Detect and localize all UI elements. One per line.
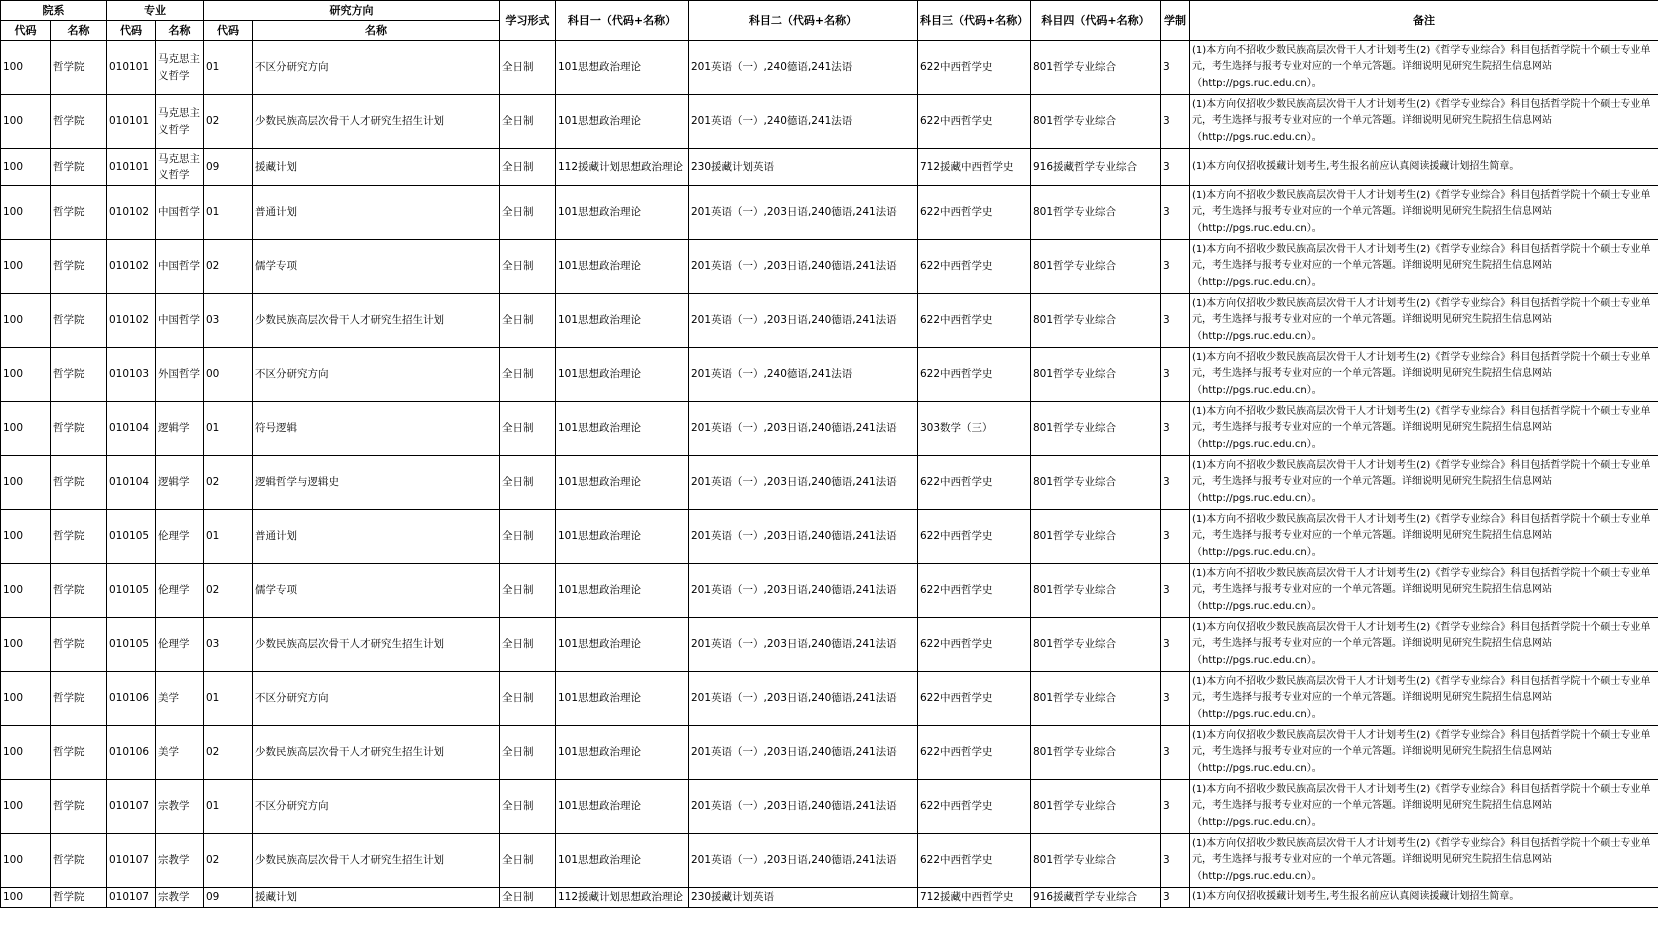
dept-code-cell: 100 <box>1 834 51 888</box>
study-form-cell: 全日制 <box>500 294 556 348</box>
major-name-cell: 马克思主义哲学 <box>156 149 204 186</box>
direction-name-cell: 符号逻辑 <box>253 402 500 456</box>
subject2-cell: 201英语（一）,203日语,240德语,241法语 <box>689 294 918 348</box>
subject4-cell: 801哲学专业综合 <box>1031 618 1161 672</box>
subject2-cell: 201英语（一）,203日语,240德语,241法语 <box>689 186 918 240</box>
subject3-cell: 622中西哲学史 <box>918 348 1031 402</box>
dept-name-cell: 哲学院 <box>51 348 107 402</box>
major-code-cell: 010106 <box>107 672 156 726</box>
subject3-cell: 622中西哲学史 <box>918 618 1031 672</box>
major-name-cell: 马克思主义哲学 <box>156 95 204 149</box>
dept-name-cell: 哲学院 <box>51 402 107 456</box>
subject4-cell: 801哲学专业综合 <box>1031 456 1161 510</box>
dept-code-cell: 100 <box>1 780 51 834</box>
direction-code-cell: 01 <box>204 41 253 95</box>
major-code-cell: 010102 <box>107 294 156 348</box>
major-code-cell: 010107 <box>107 780 156 834</box>
remarks-cell: (1)本方向仅招收援藏计划考生,考生报名前应认真阅读援藏计划招生简章。 <box>1190 149 1658 186</box>
table-row <box>1 888 1658 908</box>
direction-name-cell: 不区分研究方向 <box>253 780 500 834</box>
remarks-cell: (1)本方向仅招收少数民族高层次骨干人才计划考生(2)《哲学专业综合》科目包括哲学院十个硕士专业单元，考生选择与报考专业对应的一个单元答题。详细说明见研究生院招生信息网站（http://pgs.ruc.edu.cn）。 <box>1190 95 1658 149</box>
direction-code-cell: 03 <box>204 294 253 348</box>
table-row <box>1 618 1658 672</box>
study-form-cell: 全日制 <box>500 95 556 149</box>
subject2-cell: 201英语（一）,203日语,240德语,241法语 <box>689 726 918 780</box>
remarks-cell: (1)本方向仅招收少数民族高层次骨干人才计划考生(2)《哲学专业综合》科目包括哲学院十个硕士专业单元，考生选择与报考专业对应的一个单元答题。详细说明见研究生院招生信息网站（http://pgs.ruc.edu.cn）。 <box>1190 618 1658 672</box>
direction-name-cell: 不区分研究方向 <box>253 348 500 402</box>
dept-code-cell: 100 <box>1 294 51 348</box>
direction-name-cell: 少数民族高层次骨干人才研究生招生计划 <box>253 294 500 348</box>
subject3-cell: 303数学（三） <box>918 402 1031 456</box>
direction-name-cell: 少数民族高层次骨干人才研究生招生计划 <box>253 618 500 672</box>
major-name-cell: 宗教学 <box>156 780 204 834</box>
dept-name-cell: 哲学院 <box>51 618 107 672</box>
direction-code-cell: 02 <box>204 564 253 618</box>
study-form-cell: 全日制 <box>500 564 556 618</box>
dept-name-cell: 哲学院 <box>51 726 107 780</box>
years-cell: 3 <box>1161 149 1190 186</box>
remarks-cell: (1)本方向不招收少数民族高层次骨干人才计划考生(2)《哲学专业综合》科目包括哲学院十个硕士专业单元，考生选择与报考专业对应的一个单元答题。详细说明见研究生院招生信息网站（http://pgs.ruc.edu.cn）。 <box>1190 240 1658 294</box>
table-row <box>1 95 1658 149</box>
table-row <box>1 149 1658 186</box>
years-cell: 3 <box>1161 41 1190 95</box>
remarks-cell: (1)本方向仅招收少数民族高层次骨干人才计划考生(2)《哲学专业综合》科目包括哲学院十个硕士专业单元，考生选择与报考专业对应的一个单元答题。详细说明见研究生院招生信息网站（http://pgs.ruc.edu.cn）。 <box>1190 834 1658 888</box>
remarks-cell: (1)本方向不招收少数民族高层次骨干人才计划考生(2)《哲学专业综合》科目包括哲学院十个硕士专业单元，考生选择与报考专业对应的一个单元答题。详细说明见研究生院招生信息网站（http://pgs.ruc.edu.cn）。 <box>1190 564 1658 618</box>
major-name-cell: 马克思主义哲学 <box>156 41 204 95</box>
subject1-cell: 101思想政治理论 <box>556 618 689 672</box>
subject1-cell: 101思想政治理论 <box>556 780 689 834</box>
direction-code-cell: 03 <box>204 618 253 672</box>
subject4-cell: 801哲学专业综合 <box>1031 186 1161 240</box>
years-cell: 3 <box>1161 780 1190 834</box>
dept-name-cell: 哲学院 <box>51 564 107 618</box>
dept-name-cell: 哲学院 <box>51 95 107 149</box>
dept-code-cell: 100 <box>1 456 51 510</box>
dept-name-cell: 哲学院 <box>51 672 107 726</box>
direction-code-cell: 09 <box>204 149 253 186</box>
direction-name-cell: 少数民族高层次骨干人才研究生招生计划 <box>253 95 500 149</box>
study-form-cell: 全日制 <box>500 186 556 240</box>
header-subject3: 科目三（代码+名称） <box>918 1 1031 41</box>
subject3-cell: 622中西哲学史 <box>918 780 1031 834</box>
study-form-cell: 全日制 <box>500 402 556 456</box>
major-code-cell: 010102 <box>107 240 156 294</box>
subject3-cell: 712援藏中西哲学史 <box>918 888 1031 908</box>
direction-code-cell: 02 <box>204 726 253 780</box>
subject1-cell: 101思想政治理论 <box>556 348 689 402</box>
subject3-cell: 622中西哲学史 <box>918 510 1031 564</box>
years-cell: 3 <box>1161 240 1190 294</box>
major-code-cell: 010103 <box>107 348 156 402</box>
table-row <box>1 402 1658 456</box>
subject2-cell: 201英语（一）,203日语,240德语,241法语 <box>689 834 918 888</box>
table-row <box>1 672 1658 726</box>
subject4-cell: 801哲学专业综合 <box>1031 402 1161 456</box>
subject3-cell: 622中西哲学史 <box>918 672 1031 726</box>
subject1-cell: 101思想政治理论 <box>556 95 689 149</box>
direction-code-cell: 00 <box>204 348 253 402</box>
subject3-cell: 622中西哲学史 <box>918 186 1031 240</box>
dept-code-cell: 100 <box>1 402 51 456</box>
table-row <box>1 726 1658 780</box>
remarks-cell: (1)本方向不招收少数民族高层次骨干人才计划考生(2)《哲学专业综合》科目包括哲学院十个硕士专业单元，考生选择与报考专业对应的一个单元答题。详细说明见研究生院招生信息网站（http://pgs.ruc.edu.cn）。 <box>1190 456 1658 510</box>
dept-code-cell: 100 <box>1 95 51 149</box>
major-name-cell: 宗教学 <box>156 834 204 888</box>
subject2-cell: 201英语（一）,203日语,240德语,241法语 <box>689 618 918 672</box>
table-row <box>1 510 1658 564</box>
header-subject2: 科目二（代码+名称） <box>689 1 918 41</box>
major-code-cell: 010107 <box>107 888 156 908</box>
subject4-cell: 801哲学专业综合 <box>1031 348 1161 402</box>
dept-name-cell: 哲学院 <box>51 456 107 510</box>
header-subject1: 科目一（代码+名称） <box>556 1 689 41</box>
years-cell: 3 <box>1161 402 1190 456</box>
table-row <box>1 564 1658 618</box>
subject2-cell: 201英语（一）,203日语,240德语,241法语 <box>689 672 918 726</box>
subject1-cell: 101思想政治理论 <box>556 726 689 780</box>
years-cell: 3 <box>1161 294 1190 348</box>
major-code-cell: 010104 <box>107 456 156 510</box>
study-form-cell: 全日制 <box>500 348 556 402</box>
major-code-cell: 010104 <box>107 402 156 456</box>
direction-name-cell: 援藏计划 <box>253 888 500 908</box>
direction-name-cell: 少数民族高层次骨干人才研究生招生计划 <box>253 726 500 780</box>
remarks-cell: (1)本方向不招收少数民族高层次骨干人才计划考生(2)《哲学专业综合》科目包括哲学院十个硕士专业单元，考生选择与报考专业对应的一个单元答题。详细说明见研究生院招生信息网站（http://pgs.ruc.edu.cn）。 <box>1190 510 1658 564</box>
subject3-cell: 622中西哲学史 <box>918 41 1031 95</box>
subject4-cell: 801哲学专业综合 <box>1031 564 1161 618</box>
subject1-cell: 101思想政治理论 <box>556 402 689 456</box>
table-row <box>1 834 1658 888</box>
direction-code-cell: 01 <box>204 402 253 456</box>
dept-code-cell: 100 <box>1 510 51 564</box>
major-code-cell: 010101 <box>107 149 156 186</box>
header-dept: 院系 <box>1 1 107 21</box>
direction-code-cell: 02 <box>204 456 253 510</box>
table-row <box>1 186 1658 240</box>
subject1-cell: 101思想政治理论 <box>556 456 689 510</box>
remarks-cell: (1)本方向不招收少数民族高层次骨干人才计划考生(2)《哲学专业综合》科目包括哲学院十个硕士专业单元，考生选择与报考专业对应的一个单元答题。详细说明见研究生院招生信息网站（http://pgs.ruc.edu.cn）。 <box>1190 402 1658 456</box>
major-code-cell: 010107 <box>107 834 156 888</box>
major-name-cell: 伦理学 <box>156 510 204 564</box>
table-row <box>1 780 1658 834</box>
dept-name-cell: 哲学院 <box>51 240 107 294</box>
subject4-cell: 801哲学专业综合 <box>1031 834 1161 888</box>
remarks-cell: (1)本方向不招收少数民族高层次骨干人才计划考生(2)《哲学专业综合》科目包括哲学院十个硕士专业单元，考生选择与报考专业对应的一个单元答题。详细说明见研究生院招生信息网站（http://pgs.ruc.edu.cn）。 <box>1190 41 1658 95</box>
dept-name-cell: 哲学院 <box>51 149 107 186</box>
subject2-cell: 201英语（一）,240德语,241法语 <box>689 348 918 402</box>
subject3-cell: 622中西哲学史 <box>918 834 1031 888</box>
header-direction-name: 名称 <box>253 21 500 41</box>
dept-code-cell: 100 <box>1 186 51 240</box>
subject1-cell: 101思想政治理论 <box>556 834 689 888</box>
direction-name-cell: 普通计划 <box>253 186 500 240</box>
study-form-cell: 全日制 <box>500 618 556 672</box>
major-name-cell: 伦理学 <box>156 564 204 618</box>
table-row <box>1 41 1658 95</box>
dept-name-cell: 哲学院 <box>51 294 107 348</box>
remarks-cell: (1)本方向仅招收少数民族高层次骨干人才计划考生(2)《哲学专业综合》科目包括哲学院十个硕士专业单元，考生选择与报考专业对应的一个单元答题。详细说明见研究生院招生信息网站（http://pgs.ruc.edu.cn）。 <box>1190 294 1658 348</box>
dept-code-cell: 100 <box>1 726 51 780</box>
study-form-cell: 全日制 <box>500 240 556 294</box>
subject4-cell: 801哲学专业综合 <box>1031 95 1161 149</box>
subject3-cell: 622中西哲学史 <box>918 240 1031 294</box>
dept-code-cell: 100 <box>1 240 51 294</box>
subject1-cell: 101思想政治理论 <box>556 186 689 240</box>
major-name-cell: 伦理学 <box>156 618 204 672</box>
subject2-cell: 201英语（一）,203日语,240德语,241法语 <box>689 456 918 510</box>
study-form-cell: 全日制 <box>500 41 556 95</box>
major-code-cell: 010106 <box>107 726 156 780</box>
dept-code-cell: 100 <box>1 618 51 672</box>
table-row <box>1 348 1658 402</box>
remarks-cell: (1)本方向不招收少数民族高层次骨干人才计划考生(2)《哲学专业综合》科目包括哲学院十个硕士专业单元，考生选择与报考专业对应的一个单元答题。详细说明见研究生院招生信息网站（http://pgs.ruc.edu.cn）。 <box>1190 780 1658 834</box>
direction-code-cell: 02 <box>204 834 253 888</box>
subject4-cell: 916援藏哲学专业综合 <box>1031 149 1161 186</box>
dept-name-cell: 哲学院 <box>51 780 107 834</box>
dept-name-cell: 哲学院 <box>51 41 107 95</box>
study-form-cell: 全日制 <box>500 149 556 186</box>
major-name-cell: 中国哲学 <box>156 240 204 294</box>
direction-name-cell: 逻辑哲学与逻辑史 <box>253 456 500 510</box>
header-major-name: 名称 <box>156 21 204 41</box>
major-name-cell: 中国哲学 <box>156 294 204 348</box>
years-cell: 3 <box>1161 510 1190 564</box>
table-body <box>1 41 1658 908</box>
direction-name-cell: 儒学专项 <box>253 240 500 294</box>
subject3-cell: 622中西哲学史 <box>918 726 1031 780</box>
direction-code-cell: 01 <box>204 510 253 564</box>
subject1-cell: 101思想政治理论 <box>556 672 689 726</box>
years-cell: 3 <box>1161 95 1190 149</box>
header-major: 专业 <box>107 1 204 21</box>
header-dept-code: 代码 <box>1 21 51 41</box>
study-form-cell: 全日制 <box>500 834 556 888</box>
subject4-cell: 801哲学专业综合 <box>1031 510 1161 564</box>
dept-name-cell: 哲学院 <box>51 186 107 240</box>
subject2-cell: 201英语（一）,203日语,240德语,241法语 <box>689 564 918 618</box>
major-name-cell: 美学 <box>156 672 204 726</box>
direction-name-cell: 援藏计划 <box>253 149 500 186</box>
major-name-cell: 美学 <box>156 726 204 780</box>
years-cell: 3 <box>1161 186 1190 240</box>
subject2-cell: 230援藏计划英语 <box>689 149 918 186</box>
subject3-cell: 622中西哲学史 <box>918 95 1031 149</box>
study-form-cell: 全日制 <box>500 726 556 780</box>
subject4-cell: 801哲学专业综合 <box>1031 672 1161 726</box>
direction-code-cell: 01 <box>204 672 253 726</box>
dept-code-cell: 100 <box>1 672 51 726</box>
major-code-cell: 010105 <box>107 618 156 672</box>
dept-name-cell: 哲学院 <box>51 510 107 564</box>
study-form-cell: 全日制 <box>500 780 556 834</box>
header-subject4: 科目四（代码+名称） <box>1031 1 1161 41</box>
years-cell: 3 <box>1161 564 1190 618</box>
header-study-form: 学习形式 <box>500 1 556 41</box>
years-cell: 3 <box>1161 834 1190 888</box>
dept-code-cell: 100 <box>1 149 51 186</box>
direction-code-cell: 01 <box>204 186 253 240</box>
subject2-cell: 201英语（一）,203日语,240德语,241法语 <box>689 402 918 456</box>
years-cell: 3 <box>1161 456 1190 510</box>
direction-code-cell: 09 <box>204 888 253 908</box>
major-code-cell: 010101 <box>107 41 156 95</box>
subject1-cell: 101思想政治理论 <box>556 564 689 618</box>
header-major-code: 代码 <box>107 21 156 41</box>
study-form-cell: 全日制 <box>500 510 556 564</box>
subject2-cell: 201英语（一）,203日语,240德语,241法语 <box>689 240 918 294</box>
remarks-cell: (1)本方向仅招收少数民族高层次骨干人才计划考生(2)《哲学专业综合》科目包括哲学院十个硕士专业单元，考生选择与报考专业对应的一个单元答题。详细说明见研究生院招生信息网站（http://pgs.ruc.edu.cn）。 <box>1190 726 1658 780</box>
remarks-cell: (1)本方向不招收少数民族高层次骨干人才计划考生(2)《哲学专业综合》科目包括哲学院十个硕士专业单元，考生选择与报考专业对应的一个单元答题。详细说明见研究生院招生信息网站（http://pgs.ruc.edu.cn）。 <box>1190 672 1658 726</box>
direction-code-cell: 01 <box>204 780 253 834</box>
subject3-cell: 622中西哲学史 <box>918 564 1031 618</box>
dept-code-cell: 100 <box>1 888 51 908</box>
direction-name-cell: 不区分研究方向 <box>253 41 500 95</box>
table-row <box>1 294 1658 348</box>
subject4-cell: 916援藏哲学专业综合 <box>1031 888 1161 908</box>
header-direction-code: 代码 <box>204 21 253 41</box>
subject3-cell: 712援藏中西哲学史 <box>918 149 1031 186</box>
subject2-cell: 201英语（一）,203日语,240德语,241法语 <box>689 780 918 834</box>
direction-name-cell: 不区分研究方向 <box>253 672 500 726</box>
years-cell: 3 <box>1161 348 1190 402</box>
dept-name-cell: 哲学院 <box>51 888 107 908</box>
direction-code-cell: 02 <box>204 240 253 294</box>
years-cell: 3 <box>1161 888 1190 908</box>
major-code-cell: 010105 <box>107 564 156 618</box>
subject4-cell: 801哲学专业综合 <box>1031 726 1161 780</box>
subject1-cell: 101思想政治理论 <box>556 294 689 348</box>
major-name-cell: 逻辑学 <box>156 456 204 510</box>
years-cell: 3 <box>1161 726 1190 780</box>
subject2-cell: 201英语（一）,240德语,241法语 <box>689 95 918 149</box>
header-remarks: 备注 <box>1190 1 1658 41</box>
dept-name-cell: 哲学院 <box>51 834 107 888</box>
study-form-cell: 全日制 <box>500 888 556 908</box>
dept-code-cell: 100 <box>1 564 51 618</box>
table-row <box>1 240 1658 294</box>
years-cell: 3 <box>1161 618 1190 672</box>
major-name-cell: 宗教学 <box>156 888 204 908</box>
header-years: 学制 <box>1161 1 1190 41</box>
dept-code-cell: 100 <box>1 348 51 402</box>
major-code-cell: 010102 <box>107 186 156 240</box>
dept-code-cell: 100 <box>1 41 51 95</box>
study-form-cell: 全日制 <box>500 456 556 510</box>
header-direction: 研究方向 <box>204 1 500 21</box>
major-name-cell: 外国哲学 <box>156 348 204 402</box>
major-name-cell: 逻辑学 <box>156 402 204 456</box>
subject3-cell: 622中西哲学史 <box>918 294 1031 348</box>
years-cell: 3 <box>1161 672 1190 726</box>
study-form-cell: 全日制 <box>500 672 556 726</box>
subject4-cell: 801哲学专业综合 <box>1031 780 1161 834</box>
subject2-cell: 201英语（一）,240德语,241法语 <box>689 41 918 95</box>
major-code-cell: 010101 <box>107 95 156 149</box>
subject1-cell: 112援藏计划思想政治理论 <box>556 888 689 908</box>
subject3-cell: 622中西哲学史 <box>918 456 1031 510</box>
subject4-cell: 801哲学专业综合 <box>1031 240 1161 294</box>
remarks-cell: (1)本方向不招收少数民族高层次骨干人才计划考生(2)《哲学专业综合》科目包括哲学院十个硕士专业单元，考生选择与报考专业对应的一个单元答题。详细说明见研究生院招生信息网站（http://pgs.ruc.edu.cn）。 <box>1190 348 1658 402</box>
direction-name-cell: 儒学专项 <box>253 564 500 618</box>
direction-name-cell: 普通计划 <box>253 510 500 564</box>
direction-name-cell: 少数民族高层次骨干人才研究生招生计划 <box>253 834 500 888</box>
subject1-cell: 101思想政治理论 <box>556 240 689 294</box>
subject2-cell: 201英语（一）,203日语,240德语,241法语 <box>689 510 918 564</box>
remarks-cell: (1)本方向仅招收援藏计划考生,考生报名前应认真阅读援藏计划招生简章。 <box>1190 888 1658 908</box>
table-row <box>1 456 1658 510</box>
subject1-cell: 112援藏计划思想政治理论 <box>556 149 689 186</box>
direction-code-cell: 02 <box>204 95 253 149</box>
remarks-cell: (1)本方向不招收少数民族高层次骨干人才计划考生(2)《哲学专业综合》科目包括哲学院十个硕士专业单元，考生选择与报考专业对应的一个单元答题。详细说明见研究生院招生信息网站（http://pgs.ruc.edu.cn）。 <box>1190 186 1658 240</box>
major-code-cell: 010105 <box>107 510 156 564</box>
subject1-cell: 101思想政治理论 <box>556 41 689 95</box>
subject4-cell: 801哲学专业综合 <box>1031 41 1161 95</box>
subject4-cell: 801哲学专业综合 <box>1031 294 1161 348</box>
subject2-cell: 230援藏计划英语 <box>689 888 918 908</box>
header-dept-name: 名称 <box>51 21 107 41</box>
major-name-cell: 中国哲学 <box>156 186 204 240</box>
subject1-cell: 101思想政治理论 <box>556 510 689 564</box>
